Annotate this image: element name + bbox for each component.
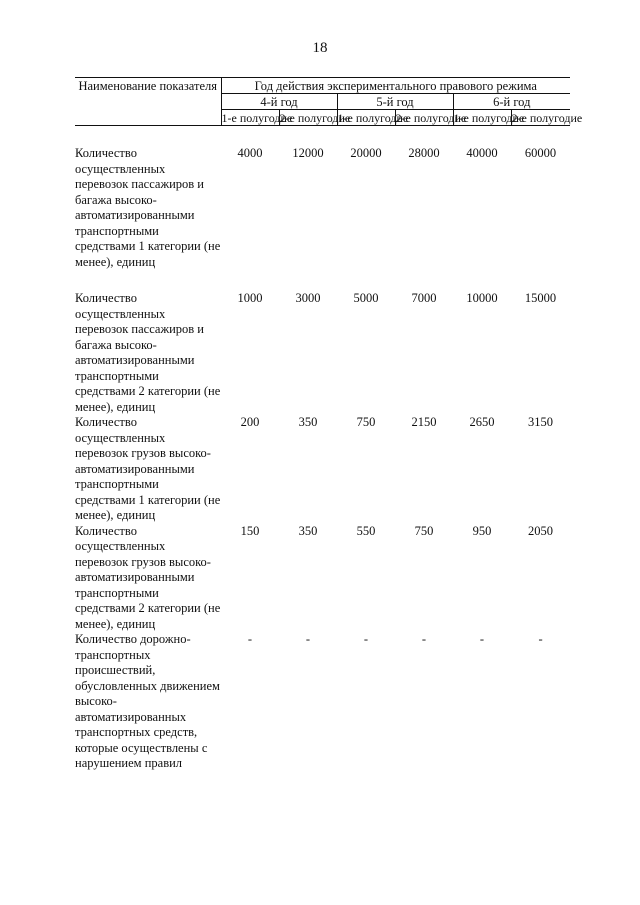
row-value: 20000 [350,146,382,160]
half-label: 1-е полугодие [221,111,293,125]
row-value: 150 [240,523,260,538]
row-value: 28000 [408,146,440,160]
row-value: 950 [472,523,492,538]
column-header-half [279,110,351,126]
row-value: 10000 [466,291,498,305]
row-value: 3150 [528,415,554,429]
row-value: 40000 [466,146,498,160]
row-value: 200 [240,415,260,429]
row-value: 60000 [524,146,557,160]
row-value: 750 [414,523,434,538]
row-value: - [247,632,253,646]
column-header-half [221,110,293,126]
row-value: 5000 [353,291,379,305]
column-header-year-6: 6-й год [453,94,570,110]
row-value: - [479,632,485,646]
half-label: 2-е полугодие [279,111,351,125]
row-value: 2050 [528,523,554,538]
row-label: Количество осуществленных перевозок грузов высоко-автоматизированными транспортными средствами 2 категории (не менее), единиц [75,523,221,631]
row-value: 2150 [411,415,437,429]
half-label: 2-е полугодие [395,111,467,125]
column-header-year-5: 5-й год [337,94,453,110]
row-value: 350 [298,415,318,429]
row-value: 2650 [469,415,495,429]
half-label: 1-е полугодие [337,111,409,125]
row-value: 550 [356,523,376,538]
column-header-half [453,110,525,126]
table-row [75,415,570,524]
row-value: 350 [298,523,318,538]
table-row [75,126,570,292]
table-row [75,632,570,772]
row-value: 4000 [237,146,263,160]
table-row [75,291,570,415]
column-header-half [511,110,583,126]
row-value: - [305,632,311,646]
row-value: 15000 [524,291,557,305]
header-row-1 [75,78,570,94]
column-header-half [395,110,467,126]
row-value: 1000 [237,291,263,305]
row-value: - [421,632,427,646]
half-label: 2-е полугодие [511,111,583,125]
row-label: Количество осуществленных перевозок пассажиров и багажа высоко-автоматизированными транспортными средствами 1 категории (не менее), единиц [75,146,221,269]
row-value: - [363,632,369,646]
table-row [75,524,570,633]
column-header-regime-year: Год действия экспериментального правового режима [221,78,570,94]
column-header-year-4: 4-й год [221,94,337,110]
row-value: 7000 [411,291,437,305]
indicators-table [75,77,583,772]
row-label: Количество осуществленных перевозок грузов высоко-автоматизированными транспортными средствами 1 категории (не менее), единиц [75,415,221,522]
row-label: Количество дорожно-транспортных происшествий, обусловленных движением высоко-автоматизированных транспортных средств, которые осуществлены с нарушением правил [75,632,220,770]
row-value: 750 [356,415,376,429]
row-label: Количество осуществленных перевозок пассажиров и багажа высоко-автоматизированными транспортными средствами 2 категории (не менее), единиц [75,291,221,414]
row-value: 12000 [292,146,324,160]
row-value: - [538,632,543,646]
half-label: 1-е полугодие [453,111,525,125]
row-value: 3000 [295,291,321,305]
column-header-indicator-name: Наименование показателя [75,78,221,126]
page-number: 18 [312,40,328,56]
column-header-half [337,110,409,126]
